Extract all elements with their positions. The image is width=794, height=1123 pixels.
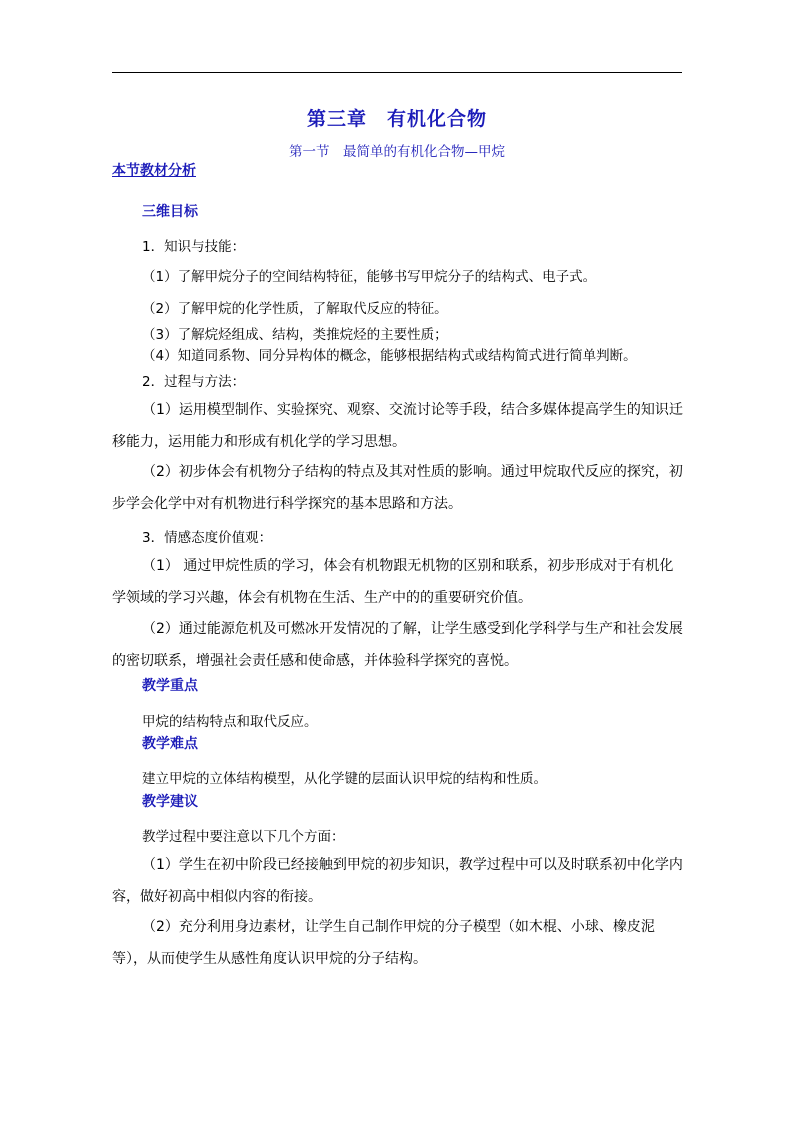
suggestion-intro: 教学过程中要注意以下几个方面： bbox=[142, 829, 345, 845]
knowledge-item: （4）知道同系物、同分异构体的概念，能够根据结构式或结构简式进行简单判断。 bbox=[142, 348, 637, 364]
difficulty-heading: 教学难点 bbox=[142, 736, 198, 752]
suggestion-item: （2）充分利用身边素材，让学生自己制作甲烷的分子模型（如木棍、小球、橡皮泥等），从而使学生从感性角度认识甲烷的分子结构。 bbox=[112, 919, 655, 967]
knowledge-item: （2）了解甲烷的化学性质，了解取代反应的特征。 bbox=[142, 301, 448, 317]
knowledge-item: （3）了解烷烃组成、结构，类推烷烃的主要性质； bbox=[142, 327, 448, 343]
key-heading: 教学重点 bbox=[142, 678, 198, 694]
process-heading: 2．过程与方法： bbox=[142, 374, 246, 390]
goals-heading: 三维目标 bbox=[142, 204, 198, 220]
process-item: （2）初步体会有机物分子结构的特点及其对性质的影响。通过甲烷取代反应的探究，初步学会化学中对有机物进行科学探究的基本思路和方法。 bbox=[112, 464, 683, 512]
attitude-item: （2）通过能源危机及可燃冰开发情况的了解，让学生感受到化学科学与生产和社会发展的密切联系，增强社会责任感和使命感，并体验科学探究的喜悦。 bbox=[112, 621, 683, 669]
suggestion-heading: 教学建议 bbox=[142, 794, 198, 810]
knowledge-item: （1）了解甲烷分子的空间结构特征，能够书写甲烷分子的结构式、电子式。 bbox=[142, 269, 597, 285]
difficulty-text: 建立甲烷的立体结构模型，从化学键的层面认识甲烷的结构和性质。 bbox=[142, 771, 547, 787]
header-rule bbox=[112, 72, 682, 73]
suggestion-item: （1）学生在初中阶段已经接触到甲烷的初步知识，教学过程中可以及时联系初中化学内容，做好初高中相似内容的衔接。 bbox=[112, 857, 683, 905]
process-item: （1）运用模型制作、实验探究、观察、交流讨论等手段，结合多媒体提高学生的知识迁移能力，运用能力和形成有机化学的学习思想。 bbox=[112, 402, 683, 450]
section-title: 第一节 最简单的有机化合物—甲烷 bbox=[289, 144, 505, 160]
analysis-heading-link[interactable]: 本节教材分析 bbox=[112, 163, 196, 179]
attitude-item: （1） 通过甲烷性质的学习，体会有机物跟无机物的区别和联系，初步形成对于有机化学领域的学习兴趣，体会有机物在生活、生产中的的重要研究价值。 bbox=[112, 558, 674, 606]
attitude-heading: 3．情感态度价值观： bbox=[142, 530, 273, 546]
key-text: 甲烷的结构特点和取代反应。 bbox=[142, 714, 318, 730]
chapter-title: 第三章 有机化合物 bbox=[306, 108, 487, 130]
knowledge-heading: 1．知识与技能： bbox=[142, 239, 246, 255]
